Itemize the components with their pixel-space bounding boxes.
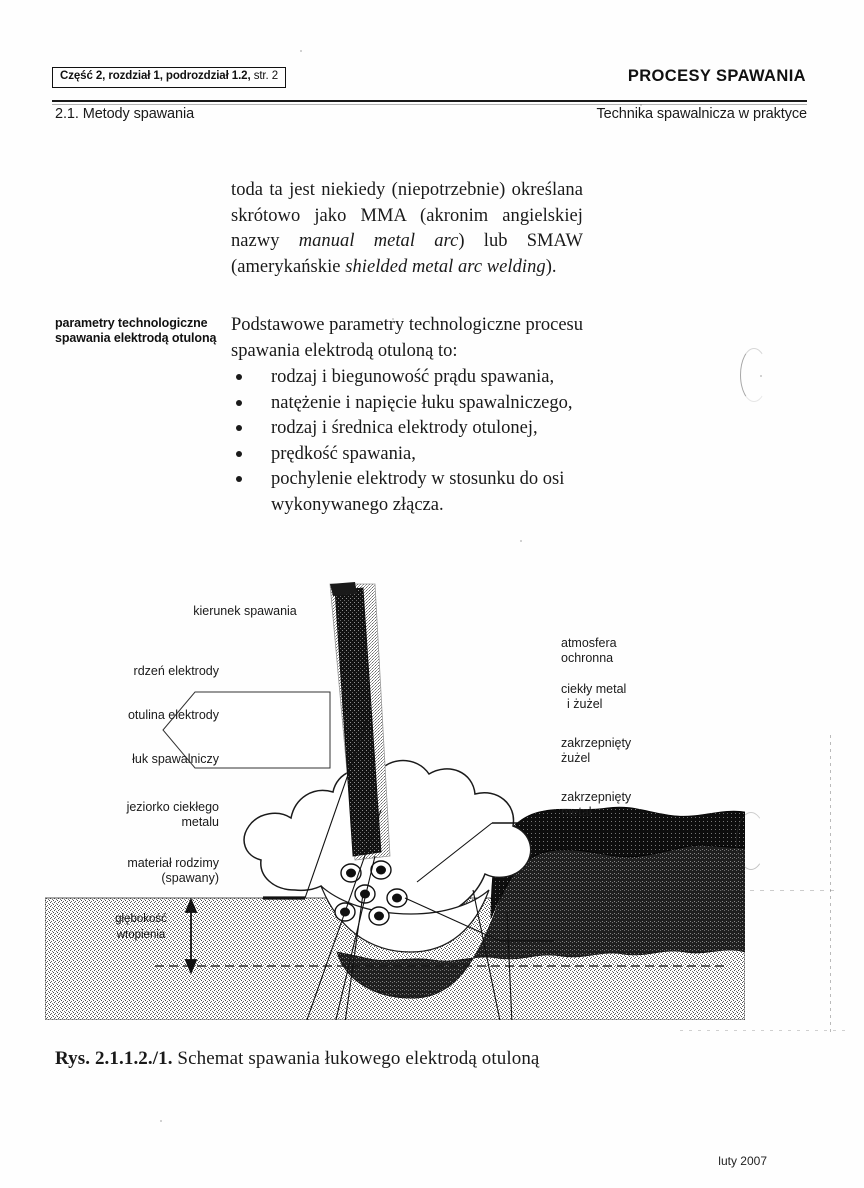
paragraph-intro-part3: ). <box>545 256 557 277</box>
list-item <box>231 442 601 468</box>
bullet-dot-icon <box>236 476 242 482</box>
label-liquid-metal-slag: ciekły metal i żużel <box>561 682 627 711</box>
document-title: PROCESY SPAWANIA <box>627 67 806 85</box>
label-electrode-core: rdzeń elektrody <box>133 664 219 678</box>
footer-date: luty 2007 <box>718 1154 767 1168</box>
paragraph-intro-italic2: shielded metal arc welding <box>345 256 546 277</box>
scan-artifact-speck <box>300 50 302 52</box>
scan-artifact-speck <box>160 1120 162 1122</box>
bullet-dot-icon <box>236 374 242 380</box>
label-electrode-coating: otulina elektrody <box>127 708 219 722</box>
list-item <box>231 416 601 442</box>
label-solidified-metal: zakrzepnięty metal <box>561 790 632 819</box>
list-item-label: prędkość spawania, <box>271 443 416 464</box>
paragraph-intro-part1: toda ta jest niekiedy (niepotrzebnie) określana skrótowo jako MMA (akronim angielskiej nazwy <box>231 180 583 251</box>
bullet-dot-icon <box>236 400 242 406</box>
scan-artifact-line <box>830 735 831 1035</box>
section-heading: 2.1. Metody spawania <box>55 106 195 122</box>
figure-caption <box>55 1048 539 1070</box>
label-shielding-atmosphere: atmosfera ochronna <box>561 636 617 665</box>
list-item <box>231 391 601 417</box>
scan-artifact-arc <box>740 348 768 402</box>
paragraph-intro-italic1: manual metal arc <box>298 231 459 251</box>
parameters-list <box>231 365 601 518</box>
paragraph-parameters: Podstawowe parametry technologiczne procesu spawania elektrodą otuloną to: <box>231 315 583 361</box>
figure-caption-text: Schemat spawania łukowego elektrodą otuloną <box>172 1048 540 1069</box>
figure-caption-number: Rys. 2.1.1.2./1. <box>55 1048 173 1069</box>
label-weld-pool: jeziorko ciekłego metalu <box>126 800 219 829</box>
list-item <box>231 467 601 518</box>
breadcrumb-bold: Część 2, rozdział 1, podrozdział 1.2, <box>60 70 251 82</box>
bullet-dot-icon <box>236 451 242 457</box>
list-item-label: rodzaj i biegunowość prądu spawania, <box>271 367 555 387</box>
label-welding-arc: łuk spawalniczy <box>132 752 219 766</box>
welding-schematic-figure <box>45 560 745 1020</box>
paragraph-intro-part2: ) lub SMAW (amerykańskie <box>231 231 583 277</box>
breadcrumb-box <box>52 67 286 88</box>
scan-artifact-speck <box>520 540 522 542</box>
margin-note: parametry technologiczne spawania elektrodą otuloną <box>55 316 217 345</box>
scan-artifact-line <box>680 1030 845 1031</box>
paragraph-intro <box>231 178 583 280</box>
list-item-label: pochylenie elektrody w stosunku do osi wykonywanego złącza. <box>271 469 565 515</box>
list-item-label: natężenie i napięcie łuku spawalniczego, <box>271 392 573 413</box>
scan-artifact-speck <box>760 375 762 377</box>
label-welding-direction: kierunek spawania <box>193 604 297 618</box>
list-item-label: rodzaj i średnica elektrody otulonej, <box>271 418 538 438</box>
header-divider <box>52 100 807 102</box>
publication-name: Technika spawalnicza w praktyce <box>596 106 807 122</box>
list-item <box>231 365 601 391</box>
label-penetration-depth: głębokość wtopienia <box>115 913 167 941</box>
label-base-material: materiał rodzimy (spawany) <box>127 856 219 885</box>
breadcrumb-page: str. 2 <box>253 70 279 82</box>
label-solidified-slag: zakrzepnięty żużel <box>561 736 632 765</box>
bullet-dot-icon <box>236 425 242 431</box>
